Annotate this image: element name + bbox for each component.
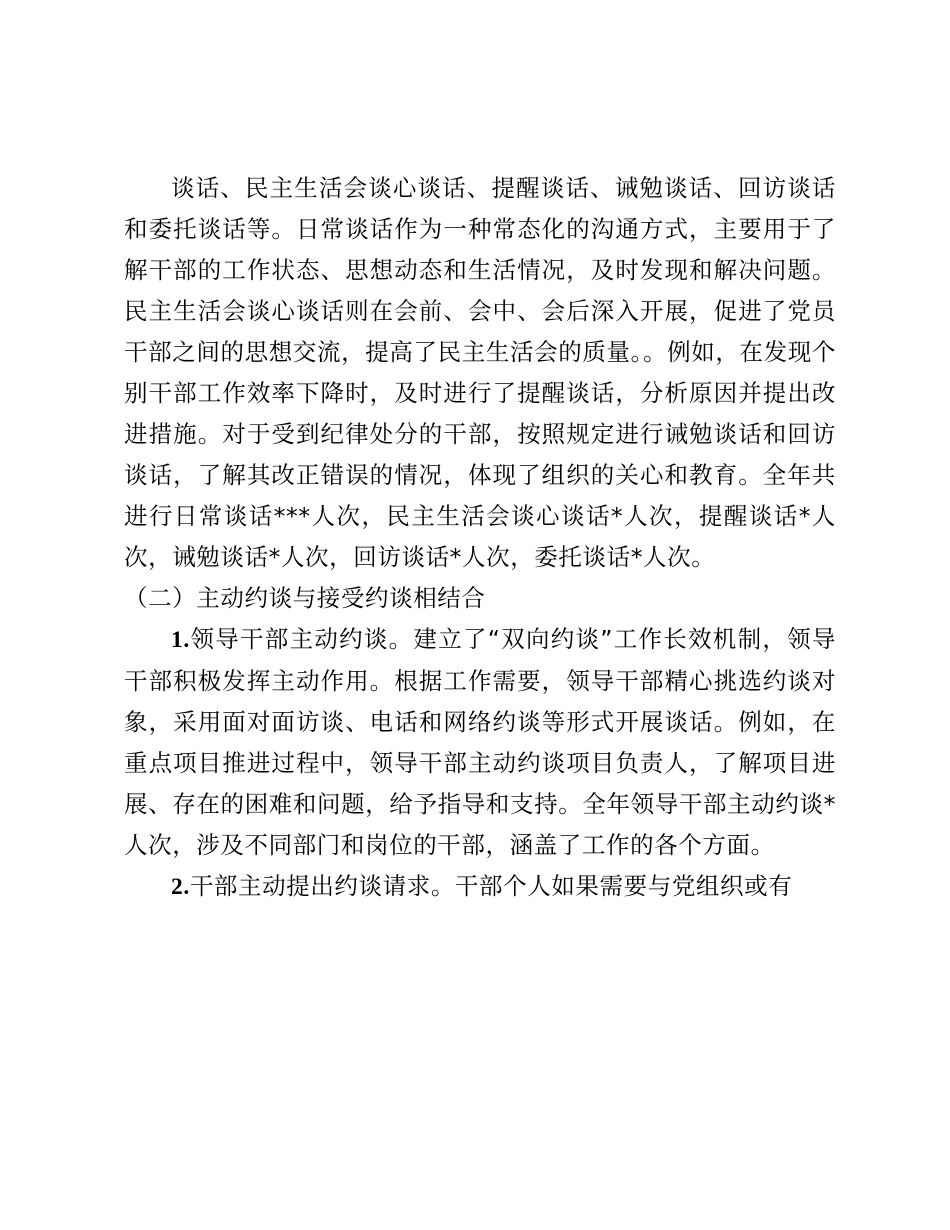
- section-heading-active-talks: （二）主动约谈与接受约谈相结合: [124, 584, 486, 612]
- paragraph-leader-talks: [124, 619, 836, 866]
- item-text-1: 领导干部主动约谈。建立了“双向约谈”工作长效机制，领导干部积极发挥主动作用。根据工作需要，领导干部精心挑选约谈对象，采用面对面访谈、电话和网络约谈等形式开展谈话。例如，在重点项目推进过程中，领导干部主动约谈项目负责人，了解项目进展、存在的困难和问题，给予指导和支持。全年领导干部主动约谈*人次，涉及不同部门和岗位的干部，涵盖了工作的各个方面。: [124, 625, 836, 859]
- item-number-2: 2.: [171, 874, 190, 900]
- paragraph-talks-overview: 谈话、民主生活会谈心谈话、提醒谈话、诫勉谈话、回访谈话和委托谈话等。日常谈话作为一种常态化的沟通方式，主要用于了解干部的工作状态、思想动态和生活情况，及时发现和解决问题。民主生活会谈心谈话则在会前、会中、会后深入开展，促进了党员干部之间的思想交流，提高了民主生活会的质量。。例如，在发现个别干部工作效率下降时，及时进行了提醒谈话，分析原因并提出改进措施。对于受到纪律处分的干部，按照规定进行诫勉谈话和回访谈话，了解其改正错误的情况，体现了组织的关心和教育。全年共进行日常谈话***人次，民主生活会谈心谈话*人次，提醒谈话*人次，诫勉谈话*人次，回访谈话*人次，委托谈话*人次。: [124, 174, 836, 571]
- item-text-2: 干部主动提出约谈请求。干部个人如果需要与党组织或有: [189, 872, 793, 900]
- paragraph-cadre-requests: [124, 866, 836, 908]
- item-number-1: 1.: [171, 627, 190, 653]
- body-text: [124, 168, 836, 908]
